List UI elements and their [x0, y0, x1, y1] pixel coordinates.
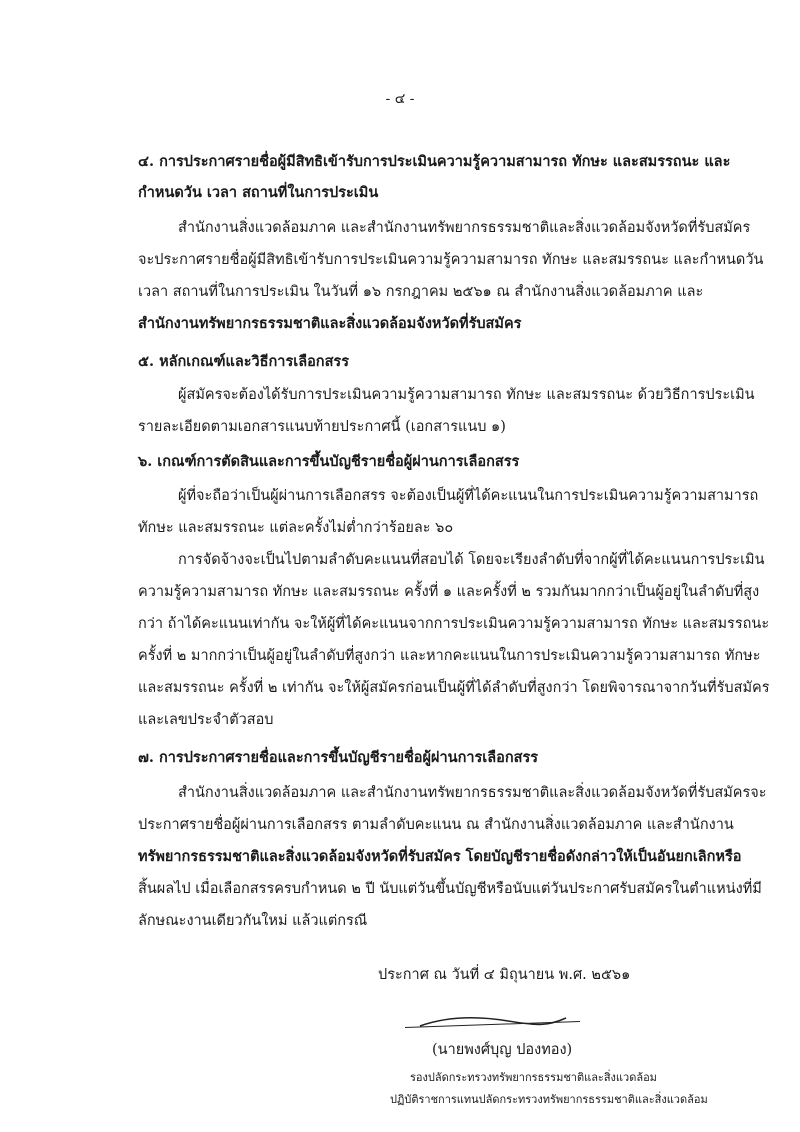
section-7-body-line: ลักษณะงานเดียวกันใหม่ แล้วแต่กรณี: [138, 913, 368, 929]
section-6-body-line: กว่า ถ้าได้คะแนนเท่ากัน จะให้ผู้ที่ได้คะแนนจากการประเมินความรู้ความสามารถ ทักษะ และสมรรถนะ: [138, 616, 770, 632]
section-7-heading: ๗. การประกาศรายชื่อและการขึ้นบัญชีรายชื่อผู้ผ่านการเลือกสรร: [138, 749, 539, 766]
page-number: - ๔ -: [385, 91, 415, 107]
signer-acting-title: ปฏิบัติราชการแทนปลัดกระทรวงทรัพยากรธรรมชาติและสิ่งแวดล้อม: [390, 1093, 708, 1106]
section-6-body-line: ผู้ที่จะถือว่าเป็นผู้ผ่านการเลือกสรร จะต้องเป็นผู้ที่ได้คะแนนในการประเมินความรู้ความสามารถ: [178, 488, 759, 504]
section-6-body-line: ทักษะ และสมรรถนะ แต่ละครั้งไม่ต่ำกว่าร้อยละ ๖๐: [138, 520, 454, 536]
section-7-body-line: ประกาศรายชื่อผู้ผ่านการเลือกสรร ตามลำดับคะแนน ณ สำนักงานสิ่งแวดล้อมภาค และสำนักงาน: [138, 817, 734, 833]
signer-name: (นายพงศ์บุญ ปองทอง): [432, 1042, 573, 1058]
section-5-heading: ๕. หลักเกณฑ์และวิธีการเลือกสรร: [138, 353, 349, 370]
section-7-body-line: สิ้นผลไป เมื่อเลือกสรรครบกำหนด ๒ ปี นับแต่วันขึ้นบัญชีหรือนับแต่วันประกาศรับสมัครในตำแหน่งที่มี: [138, 881, 762, 897]
section-4-heading-line1: ๔. การประกาศรายชื่อผู้มีสิทธิเข้ารับการประเมินความรู้ความสามารถ ทักษะ และสมรรถนะ และ: [138, 153, 731, 170]
section-5-body-line: รายละเอียดตามเอกสารแนบท้ายประกาศนี้ (เอกสารแนบ ๑): [138, 419, 506, 435]
section-6-body-line: และสมรรถนะ ครั้งที่ ๒ เท่ากัน จะให้ผู้สมัครก่อนเป็นผู้ที่ได้ลำดับที่สูงกว่า โดยพิจารณาจากวันที่รับสมัคร: [138, 680, 770, 696]
announcement-date: ประกาศ ณ วันที่ ๔ มิถุนายน พ.ศ. ๒๕๖๑: [378, 967, 631, 983]
section-7-body-line: ทรัพยากรธรรมชาติและสิ่งแวดล้อมจังหวัดที่รับสมัคร โดยบัญชีรายชื่อดังกล่าวให้เป็นอันยกเลิกหรือ: [138, 848, 742, 865]
section-4-body-line: เวลา สถานที่ในการประเมิน ในวันที่ ๑๖ กรกฎาคม ๒๕๖๑ ณ สำนักงานสิ่งแวดล้อมภาค และ: [138, 284, 704, 300]
section-6-heading: ๖. เกณฑ์การตัดสินและการขึ้นบัญชีรายชื่อผู้ผ่านการเลือกสรร: [138, 453, 520, 470]
section-5-body-line: ผู้สมัครจะต้องได้รับการประเมินความรู้ความสามารถ ทักษะ และสมรรถนะ ด้วยวิธีการประเมิน: [178, 387, 755, 403]
section-4-heading-line2: กำหนดวัน เวลา สถานที่ในการประเมิน: [138, 184, 379, 201]
section-4-body-line: สำนักงานสิ่งแวดล้อมภาค และสำนักงานทรัพยากรธรรมชาติและสิ่งแวดล้อมจังหวัดที่รับสมัคร: [178, 220, 751, 236]
section-6-body-line: การจัดจ้างจะเป็นไปตามลำดับคะแนนที่สอบได้ โดยจะเรียงลำดับที่จากผู้ที่ได้คะแนนการประเมิน: [178, 552, 765, 568]
section-4-body-line: จะประกาศรายชื่อผู้มีสิทธิเข้ารับการประเมินความรู้ความสามารถ ทักษะ และสมรรถนะ และกำหนดวัน: [138, 252, 764, 268]
signer-title: รองปลัดกระทรวงทรัพยากรธรรมชาติและสิ่งแวดล้อม: [410, 1071, 657, 1084]
section-4-body-line: สำนักงานทรัพยากรธรรมชาติและสิ่งแวดล้อมจังหวัดที่รับสมัคร: [138, 315, 522, 332]
section-6-body-line: และเลขประจำตัวสอบ: [138, 712, 274, 728]
section-7-body-line: สำนักงานสิ่งแวดล้อมภาค และสำนักงานทรัพยากรธรรมชาติและสิ่งแวดล้อมจังหวัดที่รับสมัครจะ: [178, 785, 767, 801]
section-6-body-line: ครั้งที่ ๒ มากกว่าเป็นผู้อยู่ในลำดับที่สูงกว่า และหากคะแนนในการประเมินความรู้ความสามารถ ทักษะ: [138, 648, 761, 664]
section-6-body-line: ความรู้ความสามารถ ทักษะ และสมรรถนะ ครั้งที่ ๑ และครั้งที่ ๒ รวมกันมากกว่าเป็นผู้อยู่ในลำดับที่สูง: [138, 584, 760, 600]
